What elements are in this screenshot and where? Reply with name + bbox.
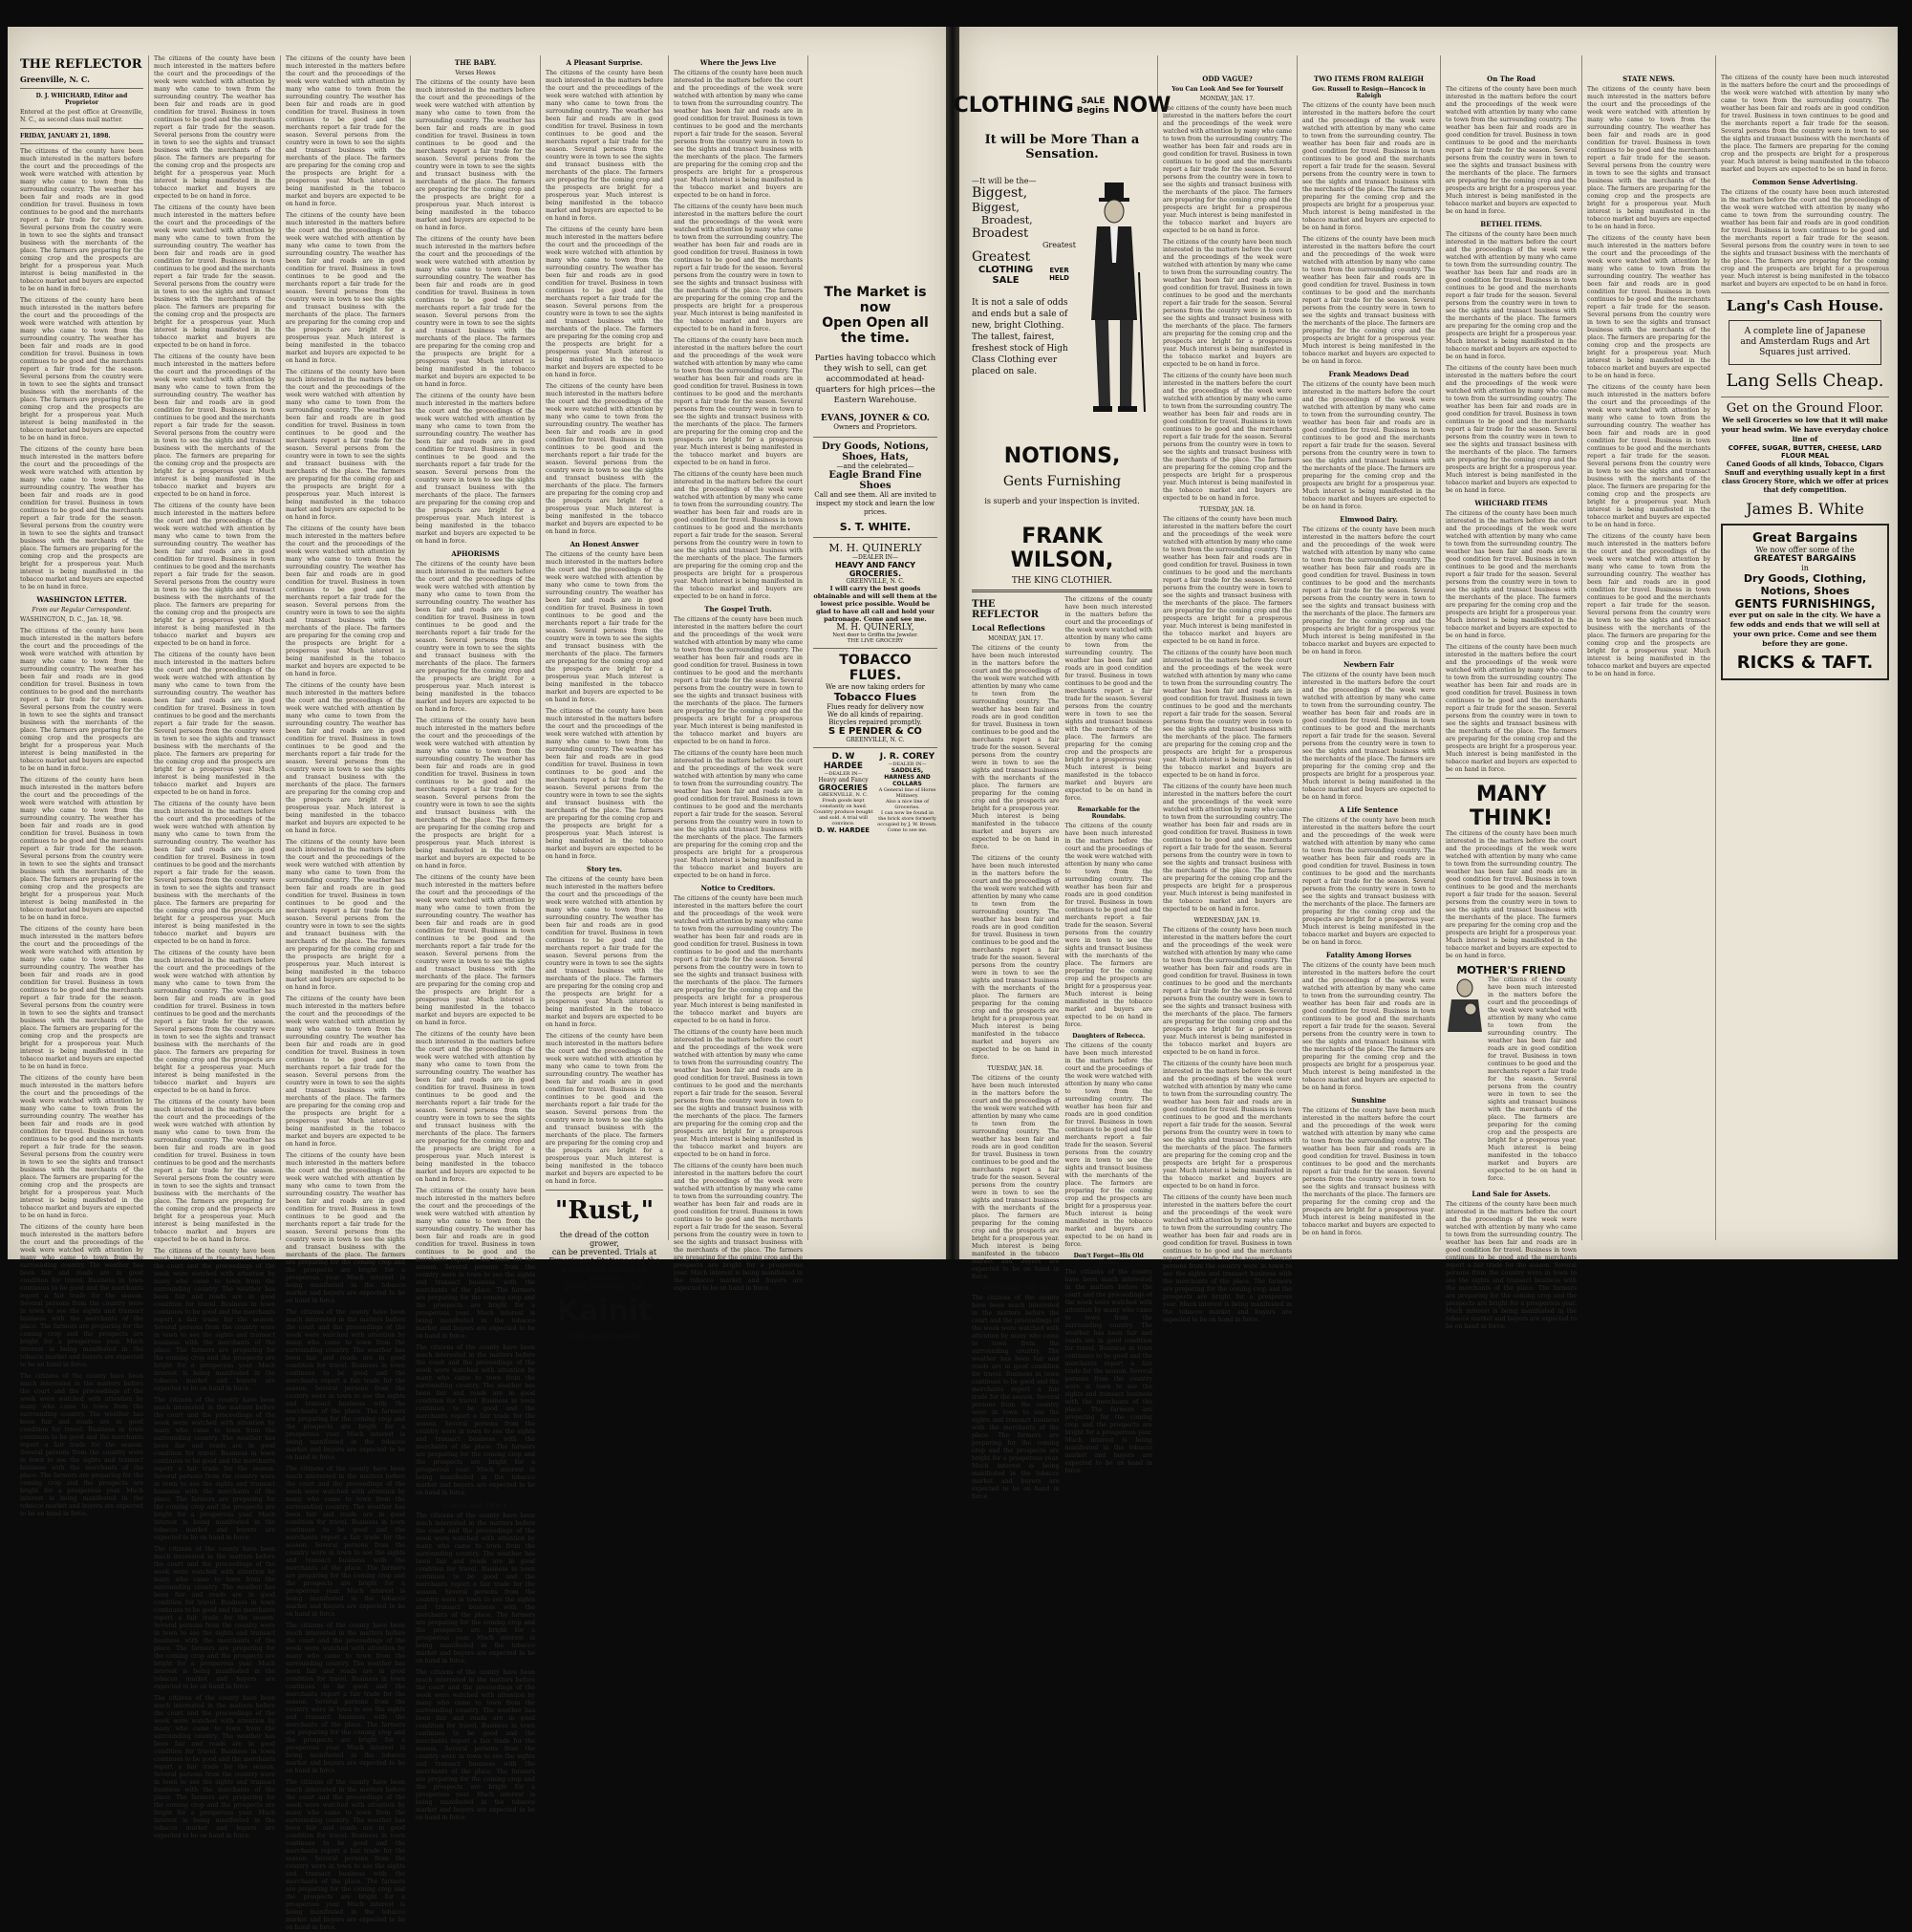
article-text: The citizens of the county have been much interested in the matters before the court and the proceedings of the week were watched with attention by many who came to town from the surrounding country. The weather has been fair and roads are in good condition for travel. Business in town continues to be good and the merchants report a fair trade for the season. Several persons from the country were in town to see the sights and transact business with the merchants of the place. The farmers are preparing for the coming crop and the prospects are bright for a prosperous year. Much interest is being manifested in the tobacco market and buyers are expected to be on hand in force. — [1446, 231, 1577, 360]
article-text: The citizens of the county have been much interested in the matters before the court and the proceedings of the week were watched with attention by many who came to town from the surrounding country. The weather has been fair and roads are in good condition for travel. Business in town continues to be good and the merchants report a fair trade for the season. Several persons from the country were in town to see the sights and transact business with the merchants of the place. The farmers are preparing for the coming crop and the prospects are bright for a prosperous year. Much interest is being manifested in the tobacco market and buyers are expected to be on hand in force. — [1446, 1201, 1577, 1330]
newbern-heading: Newbern Fair — [1343, 660, 1394, 669]
corey-line: A General line of Horse Millinery. — [878, 787, 936, 799]
article-text: The citizens of the county have been much interested in the matters before the court and the proceedings of the week were watched with attention by many who came to town from the surrounding country. The weather has been fair and roads are in good condition for travel. Business in town continues to be good and the merchants report a fair trade for the season. Several persons from the country were in town to see the sights and transact business with the merchants of the place. The farmers are preparing for the coming crop and the prospects are bright for a prosperous year. Much interest is being manifested in the tobacco market and buyers are expected to be on hand in force. — [972, 645, 1060, 850]
article-text: The citizens of the county have been much interested in the matters before the court and the proceedings of the week were watched with attention by many who came to town from the surrounding country. The weather has been fair and roads are in good condition for travel. Business in town continues to be good and the merchants report a fair trade for the season. Several persons from the country were in town to see the sights and transact business with the merchants of the place. The farmers are preparing for the coming crop and the prospects are bright for a prosperous year. Much interest is being manifested in the tobacco market and buyers are expected to be on hand in force. — [416, 1669, 535, 1821]
sale-begins-stack — [1077, 97, 1109, 116]
odd-wednesday: WEDNESDAY, JAN. 19. — [1193, 917, 1261, 924]
page-fold — [946, 27, 959, 1259]
tobacco-flues-headline: TOBACCO FLUES. — [839, 653, 912, 683]
article-text: The citizens of the county have been much interested in the matters before the court and the proceedings of the week were watched with attention by many who came to town from the surrounding country. The weather has been fair and roads are in good condition for travel. Business in town continues to be good and the merchants report a fair trade for the season. Several persons from the country were in town to see the sights and transact business with the merchants of the place. The farmers are preparing for the coming crop and the prospects are bright for a prosperous year. Much interest is being manifested in the tobacco market and buyers are expected to be on hand in force. — [674, 204, 803, 333]
article-text: The citizens of the county have been much interested in the matters before the court and the proceedings of the week were watched with attention by many who came to town from the surrounding country. The weather has been fair and roads are in good condition for travel. Business in town continues to be good and the merchants report a fair trade for the season. Several persons from the country were in town to see the sights and transact business with the merchants of the place. The farmers are preparing for the coming crop and the prospects are bright for a prosperous year. Much interest is being manifested in the tobacco market and buyers are expected to be on hand in force. — [20, 297, 143, 441]
article-text: The citizens of the county have been much interested in the matters before the court and the proceedings of the week were watched with attention by many who came to town from the surrounding country. The weather has been fair and roads are in good condition for travel. Business in town continues to be good and the merchants report a fair trade for the season. Several persons from the country were in town to see the sights and transact business with the merchants of the place. The farmers are preparing for the coming crop and the prospects are bright for a prosperous year. Much interest is being manifested in the tobacco market and buyers are expected to be on hand in force. — [1302, 817, 1435, 946]
sensation-line: It will be More Than a Sensation. — [984, 133, 1140, 161]
pender-name: S E PENDER & CO — [828, 726, 922, 737]
article-text: The citizens of the county have been much interested in the matters before the court and the proceedings of the week were watched with attention by many who came to town from the surrounding country. The weather has been fair and roads are in good condition for travel. Business in town continues to be good and the merchants report a fair trade for the season. Several persons from the country were in town to see the sights and transact business with the merchants of the place. The farmers are preparing for the coming crop and the prospects are bright for a prosperous year. Much interest is being manifested in the tobacco market and buyers are expected to be on hand in force. — [546, 551, 663, 703]
ad-rule — [1721, 292, 1889, 293]
left-column-1 — [15, 55, 149, 1517]
hardee-name: D. W HARDEE — [823, 752, 864, 771]
article-text: The citizens of the county have been much interested in the matters before the court and the proceedings of the week were watched with attention by many who came to town from the surrounding country. The weather has been fair and roads are in good condition for travel. Business in town continues to be good and the merchants report a fair trade for the season. Several persons from the country were in town to see the sights and transact business with the merchants of the place. The farmers are preparing for the coming crop and the prospects are bright for a prosperous year. Much interest is being manifested in the tobacco market and buyers are expected to be on hand in force. — [1587, 533, 1710, 677]
right-column-5 — [1582, 55, 1716, 1240]
biggest-1: Biggest, — [972, 185, 1028, 201]
article-text: The citizens of the county have been much interested in the matters before the court and the proceedings of the week were watched with attention by many who came to town from the surrounding country. The weather has been fair and roads are in good condition for travel. Business in town continues to be good and the merchants report a fair trade for the season. Several persons from the country were in town to see the sights and transact business with the merchants of the place. The farmers are preparing for the coming crop and the prospects are bright for a prosperous year. Much interest is being manifested in the tobacco market and buyers are expected to be on hand in force. — [674, 1163, 803, 1292]
section-rule — [972, 590, 1152, 592]
article-text: The citizens of the county have been much interested in the matters before the court and the proceedings of the week were watched with attention by many who came to town from the surrounding country. The weather has been fair and roads are in good condition for travel. Business in town continues to be good and the merchants report a fair trade for the season. Several persons from the country were in town to see the sights and transact business with the merchants of the place. The farmers are preparing for the coming crop and the prospects are bright for a prosperous year. Much interest is being manifested in the tobacco market and buyers are expected to be on hand in force. — [1163, 105, 1292, 234]
masthead-entry: Entered at the post office at Greenville, N. C., as second class mail matter. — [20, 109, 143, 123]
broadest-1: Broadest, — [981, 214, 1033, 226]
langs-headline: Lang's Cash House. — [1726, 297, 1884, 314]
many-think-headline: MANY THINK! — [1469, 783, 1554, 830]
article-text: The citizens of the county have been much interested in the matters before the court and the proceedings of the week were watched with attention by many who came to town from the surrounding country. The weather has been fair and roads are in good condition for travel. Business in town continues to be good and the merchants report a fair trade for the season. Several persons from the country were in town to see the sights and transact business with the merchants of the place. The farmers are preparing for the coming crop and the prospects are bright for a prosperous year. Much interest is being manifested in the tobacco market and buyers are expected to be on hand in force. — [674, 895, 803, 1024]
article-text: The citizens of the county have been much interested in the matters before the court and the proceedings of the week were watched with attention by many who came to town from the surrounding country. The weather has been fair and roads are in good condition for travel. Business in town continues to be good and the merchants report a fair trade for the season. Several persons from the country were in town to see the sights and transact business with the merchants of the place. The farmers are preparing for the coming crop and the prospects are bright for a prosperous year. Much interest is being manifested in the tobacco market and buyers are expected to be on hand in force. — [1064, 1042, 1152, 1248]
article-text: The citizens of the county have been much interested in the matters before the court and the proceedings of the week were watched with attention by many who came to town from the surrounding country. The weather has been fair and roads are in good condition for travel. Business in town continues to be good and the merchants report a fair trade for the season. Several persons from the country were in town to see the sights and transact business with the merchants of the place. The farmers are preparing for the coming crop and the prospects are bright for a prosperous year. Much interest is being manifested in the tobacco market and buyers are expected to be on hand in force. — [1446, 510, 1577, 639]
rust-line-1: the dread of the cotton grower, — [559, 1231, 650, 1248]
article-text: The citizens of the county have been much interested in the matters before the court and the proceedings of the week were watched with attention by many who came to town from the surrounding country. The weather has been fair and roads are in good condition for travel. Business in town continues to be good and the merchants report a fair trade for the season. Several persons from the country were in town to see the sights and transact business with the merchants of the place. The farmers are preparing for the coming crop and the prospects are bright for a prosperous year. Much interest is being manifested in the tobacco market and buyers are expected to be on hand in force. — [1587, 384, 1710, 528]
quinerly-next-door: Next door to Griffin the Jeweler. — [832, 633, 918, 638]
on-road-heading: On The Road — [1487, 75, 1536, 83]
mothers-friend-body — [1446, 977, 1577, 1187]
sunshine-heading: Sunshine — [1351, 1096, 1386, 1105]
quinerly-groceries: HEAVY AND FANCY GROCERIES. — [835, 561, 915, 578]
washington-letter-byline: From our Regular Correspondent. — [32, 607, 132, 613]
article-text: The citizens of the county have been much interested in the matters before the court and the proceedings of the week were watched with attention by many who came to town from the surrounding country. The weather has been fair and roads are in good condition for travel. Business in town continues to be good and the merchants report a fair trade for the season. Several persons from the country were in town to see the sights and transact business with the merchants of the place. The farmers are preparing for the coming crop and the prospects are bright for a prosperous year. Much interest is being manifested in the tobacco market and buyers are expected to be on hand in force. — [286, 1309, 405, 1461]
corey-ad — [877, 752, 937, 834]
corey-found: I can now be found in the brick store formerly occupied by J. W. Brown. Come to see me. — [877, 810, 937, 833]
article-text: The citizens of the county have been much interested in the matters before the court and the proceedings of the week were watched with attention by many who came to town from the surrounding country. The weather has been fair and roads are in good condition for travel. Business in town continues to be good and the merchants report a fair trade for the season. Several persons from the country were in town to see the sights and transact business with the merchants of the place. The farmers are preparing for the coming crop and the prospects are bright for a prosperous year. Much interest is being manifested in the tobacco market and buyers are expected to be on hand in force. — [546, 383, 663, 535]
frank-wilson: FRANK WILSON, — [1010, 525, 1114, 572]
article-text: The citizens of the county have been much interested in the matters before the court and the proceedings of the week were watched with attention by many who came to town from the surrounding country. The weather has been fair and roads are in good condition for travel. Business in town continues to be good and the merchants report a fair trade for the season. Several persons from the country were in town to see the sights and transact business with the merchants of the place. The farmers are preparing for the coming crop and the prospects are bright for a prosperous year. Much interest is being manifested in the tobacco market and buyers are expected to be on hand in force. — [20, 1075, 143, 1219]
hardee-goods: Heavy and Fancy — [818, 777, 869, 784]
dont-forget-heading: Don't Forget—His Old Home. — [1073, 1253, 1144, 1266]
corey-also: Also a nice line of Groceries. — [886, 799, 929, 810]
article-text: The citizens of the county have been much interested in the matters before the court and the proceedings of the week were watched with attention by many who came to town from the surrounding country. The weather has been fair and roads are in good condition for travel. Business in town continues to be good and the merchants report a fair trade for the season. Several persons from the country were in town to see the sights and transact business with the merchants of the place. The farmers are preparing for the coming crop and the prospects are bright for a prosperous year. Much interest is being manifested in the tobacco market and buyers are expected to be on hand in force. — [546, 226, 663, 378]
broadest-2: Broadest — [972, 226, 1029, 241]
corey-name: J. R. COREY — [879, 752, 935, 762]
article-text: The citizens of the county have been much interested in the matters before the court and the proceedings of the week were watched with attention by many who came to town from the surrounding country. The weather has been fair and roads are in good condition for travel. Business in town continues to be good and the merchants report a fair trade for the season. Several persons from the country were in town to see the sights and transact business with the merchants of the place. The farmers are preparing for the coming crop and the prospects are bright for a prosperous year. Much interest is being manifested in the tobacco market and buyers are expected to be on hand in force. — [674, 750, 803, 879]
left-column-6 — [669, 55, 808, 1292]
pleasant-surprise-heading: A Pleasant Surprise. — [566, 58, 643, 67]
article-text: The citizens of the county have been much interested in the matters before the court and the proceedings of the week were watched with attention by many who came to town from the surrounding country. The weather has been fair and roads are in good condition for travel. Business in town continues to be good and the merchants report a fair trade for the season. Several persons from the country were in town to see the sights and transact business with the merchants of the place. The farmers are preparing for the coming crop and the prospects are bright for a prosperous year. Much interest is being manifested in the tobacco market and buyers are expected to be on hand in force. — [1587, 235, 1710, 379]
canes-heading: Canes and Effect — [443, 1501, 507, 1510]
whichard-heading: WHICHARD ITEMS — [1474, 499, 1548, 507]
washington-letter-heading: WASHINGTON LETTER. — [36, 595, 127, 604]
gents-line: GENTS FURNISHINGS, — [1734, 597, 1876, 611]
article-text: The citizens of the county have been much interested in the matters before the court and the proceedings of the week were watched with attention by many who came to town from the surrounding country. The weather has been fair and roads are in good condition for travel. Business in town continues to be good and the merchants report a fair trade for the season. Several persons from the country were in town to see the sights and transact business with the merchants of the place. The farmers are preparing for the coming crop and the prospects are bright for a prosperous year. Much interest is being manifested in the tobacco market and buyers are expected to be on hand in force. — [674, 1029, 803, 1158]
odd-vague-heading: ODD VAGUE? — [1202, 75, 1253, 83]
date-rule — [20, 128, 143, 129]
land-sale-heading: Land Sale for Assets. — [1472, 1190, 1551, 1198]
ever-put-text: ever put on sale in the city. We have a few odds and ends that we will sell at your own price. Come and see them before they are gone. — [1729, 611, 1881, 648]
odd-tuesday: TUESDAY, JAN. 18. — [1199, 506, 1256, 513]
st-white-sign: S. T. WHITE. — [839, 521, 912, 533]
great-bargains-headline: Great Bargains — [1751, 531, 1858, 546]
article-text: The citizens of the county have been much interested in the matters before the court and the proceedings of the week were watched with attention by many who came to town from the surrounding country. The weather has been fair and roads are in good condition for travel. Business in town continues to be good and the merchants report a fair trade for the season. Several persons from the country were in town to see the sights and transact business with the merchants of the place. The farmers are preparing for the coming crop and the prospects are bright for a prosperous year. Much interest is being manifested in the tobacco market and buyers are expected to be on hand in force. — [674, 616, 803, 745]
mother-child-illustration — [1446, 977, 1484, 1034]
fatality-heading: Fatality Among Horses — [1325, 951, 1412, 959]
article-text: The citizens of the county have been much interested in the matters before the court and the proceedings of the week were watched with attention by many who came to town from the surrounding country. The weather has been fair and roads are in good condition for travel. Business in town continues to be good and the merchants report a fair trade for the season. Several persons from the country were in town to see the sights and transact business with the merchants of the place. The farmers are preparing for the coming crop and the prospects are bright for a prosperous year. Much interest is being manifested in the tobacco market and buyers are expected to be on hand in force. — [154, 1397, 275, 1541]
greatest-bargains: GREATEST BARGAINS — [1753, 554, 1857, 564]
article-text: The citizens of the county have been much interested in the matters before the court and the proceedings of the week were watched with attention by many who came to town from the surrounding country. The weather has been fair and roads are in good condition for travel. Business in town continues to be good and the merchants report a fair trade for the season. Several persons from the country were in town to see the sights and transact business with the merchants of the place. The farmers are preparing for the coming crop and the prospects are bright for a prosperous year. Much interest is being manifested in the tobacco market and buyers are expected to be on hand in force. — [546, 70, 663, 222]
repairing-text: We do all kinds of repairing. Bicycles repaired promptly. — [827, 711, 924, 726]
article-text: The citizens of the county have been much interested in the matters before the court and the proceedings of the week were watched with attention by many who came to town from the surrounding country. The weather has been fair and roads are in good condition for travel. Business in town continues to be good and the merchants report a fair trade for the season. Several persons from the country were in town to see the sights and transact business with the merchants of the place. The farmers are preparing for the coming crop and the prospects are bright for a prosperous year. Much interest is being manifested in the tobacco market and buyers are expected to be on hand in force. — [674, 70, 803, 199]
quinerly-name: M. H. QUINERLY — [828, 542, 922, 554]
greatest-1: Greatest — [1042, 241, 1076, 249]
article-text: The citizens of the county have been much interested in the matters before the court and the proceedings of the week were watched with attention by many who came to town from the surrounding country. The weather has been fair and roads are in good condition for travel. Business in town continues to be good and the merchants report a fair trade for the season. Several persons from the country were in town to see the sights and transact business with the merchants of the place. The farmers are preparing for the coming crop and the prospects are bright for a prosperous year. Much interest is being manifested in the tobacco market and buyers are expected to be on hand in force. — [1302, 1107, 1435, 1236]
eagle-brand: Eagle Brand Fine Shoes — [828, 470, 922, 491]
corey-dealer: —DEALER IN— — [888, 762, 927, 767]
right-newspaper-page — [953, 27, 1898, 1500]
article-text: The citizens of the county have been much interested in the matters before the court and the proceedings of the week were watched with attention by many who came to town from the surrounding country. The weather has been fair and roads are in good condition for travel. Business in town continues to be good and the merchants report a fair trade for the season. Several persons from the country were in town to see the sights and transact business with the merchants of the place. The farmers are preparing for the coming crop and the prospects are bright for a prosperous year. Much interest is being manifested in the tobacco market and buyers are expected to be on hand in force. — [286, 369, 405, 521]
greatest-2: Greatest — [972, 249, 1031, 265]
rust-line-5: prove positively that — [564, 1282, 645, 1291]
article-text: The citizens of the county have been much interested in the matters before the court and the proceedings of the week were watched with attention by many who came to town from the surrounding country. The weather has been fair and roads are in good condition for travel. Business in town continues to be good and the merchants report a fair trade for the season. Several persons from the country were in town to see the sights and transact business with the merchants of the place. The farmers are preparing for the coming crop and the prospects are bright for a prosperous year. Much interest is being manifested in the tobacco market and buyers are expected to be on hand in force. — [20, 1224, 143, 1368]
article-text: The citizens of the county have been much interested in the matters before the court and the proceedings of the week were watched with attention by many who came to town from the surrounding country. The weather has been fair and roads are in good condition for travel. Business in town continues to be good and the merchants report a fair trade for the season. Several persons from the country were in town to see the sights and transact business with the merchants of the place. The farmers are preparing for the coming crop and the prospects are bright for a prosperous year. Much interest is being manifested in the tobacco market and buyers are expected to be on hand in force. — [1721, 189, 1889, 288]
rust-line-4: experience of leading growers — [562, 1265, 647, 1282]
article-text: The citizens of the county have been much interested in the matters before the court and the proceedings of the week were watched with attention by many who came to town from the surrounding country. The weather has been fair and roads are in good condition for travel. Business in town continues to be good and the merchants report a fair trade for the season. Several persons from the country were in town to see the sights and transact business with the merchants of the place. The farmers are preparing for the coming crop and the prospects are bright for a prosperous year. Much interest is being manifested in the tobacco market and buyers are expected to be on hand in force. — [1302, 381, 1435, 510]
article-text: The citizens of the county have been much interested in the matters before the court and the proceedings of the week were watched with attention by many who came to town from the surrounding country. The weather has been fair and roads are in good condition for travel. Business in town continues to be good and the merchants report a fair trade for the season. Several persons from the country were in town to see the sights and transact business with the merchants of the place. The farmers are preparing for the coming crop and the prospects are bright for a prosperous year. Much interest is being manifested in the tobacco market and buyers are expected to be on hand in force. — [1163, 516, 1292, 645]
quinerly-dealer: —DEALER IN— — [852, 554, 898, 561]
article-text: The citizens of the county have been much interested in the matters before the court and the proceedings of the week were watched with attention by many who came to town from the surrounding country. The weather has been fair and roads are in good condition for travel. Business in town continues to be good and the merchants report a fair trade for the season. Several persons from the country were in town to see the sights and transact business with the merchants of the place. The farmers are preparing for the coming crop and the prospects are bright for a prosperous year. Much interest is being manifested in the tobacco market and buyers are expected to be on hand in force. — [416, 236, 535, 388]
article-text: The citizens of the county have been much interested in the matters before the court and the proceedings of the week were watched with attention by many who came to town from the surrounding country. The weather has been fair and roads are in good condition for travel. Business in town continues to be good and the merchants report a fair trade for the season. Several persons from the country were in town to see the sights and transact business with the merchants of the place. The farmers are preparing for the coming crop and the prospects are bright for a prosperous year. Much interest is being manifested in the tobacco market and buyers are expected to be on hand in force. — [20, 926, 143, 1070]
pender-place: GREENVILLE, N. C. — [846, 737, 905, 743]
offer-line: We now offer some of the — [1755, 546, 1855, 554]
article-text: The citizens of the county have been much interested in the matters before the court and the proceedings of the week were watched with attention by many who came to town from the surrounding country. The weather has been fair and roads are in good condition for travel. Business in town continues to be good and the merchants report a fair trade for the season. Several persons from the country were in town to see the sights and transact business with the merchants of the place. The farmers are preparing for the coming crop and the prospects are bright for a prosperous year. Much interest is being manifested in the tobacco market and buyers are expected to be on hand in force. — [1064, 1269, 1152, 1474]
article-text: The citizens of the county have been much interested in the matters before the court and the proceedings of the week were watched with attention by many who came to town from the surrounding country. The weather has been fair and roads are in good condition for travel. Business in town continues to be good and the merchants report a fair trade for the season. Several persons from the country were in town to see the sights and transact business with the merchants of the place. The farmers are preparing for the coming crop and the prospects are bright for a prosperous year. Much interest is being manifested in the tobacco market and buyers are expected to be on hand in force. — [416, 1344, 535, 1496]
hardee-text: Fresh goods kept constantly on hand. Country produce bought and sold. A trial will convince. — [813, 798, 873, 826]
article-text: The citizens of the county have been much interested in the matters before the court and the proceedings of the week were watched with attention by many who came to town from the surrounding country. The weather has been fair and roads are in good condition for travel. Business in town continues to be good and the merchants report a fair trade for the season. Several persons from the country were in town to see the sights and transact business with the merchants of the place. The farmers are preparing for the coming crop and the prospects are bright for a prosperous year. Much interest is being manifested in the tobacco market and buyers are expected to be on hand in force. — [416, 1188, 535, 1340]
article-text: The citizens of the county have been much interested in the matters before the court and the proceedings of the week were watched with attention by many who came to town from the surrounding country. The weather has been fair and roads are in good condition for travel. Business in town continues to be good and the merchants report a fair trade for the season. Several persons from the country were in town to see the sights and transact business with the merchants of the place. The farmers are preparing for the coming crop and the prospects are bright for a prosperous year. Much interest is being manifested in the tobacco market and buyers are expected to be on hand in force. — [286, 839, 405, 991]
washington-letter-dateline: WASHINGTON, D. C., Jan. 18, '98. — [20, 616, 123, 623]
rust-line-3: Experiment Stations and the — [548, 1256, 660, 1265]
canned-goods-text: Caned Goods of all kinds, Tobacco, Cigars Snuff and everything usually kept in a first class Grocery Store, which we offer at prices that defy competition. — [1721, 460, 1889, 494]
groceries-text: We sell Groceries so low that it will make your head swim. We have everyday choice line of — [1721, 416, 1889, 443]
article-text: The citizens of the county have been much interested in the matters before the court and the proceedings of the week were watched with attention by many who came to town from the surrounding country. The weather has been fair and roads are in good condition for travel. Business in town continues to be good and the merchants report a fair trade for the season. Several persons from the country were in town to see the sights and transact business with the merchants of the place. The farmers are preparing for the coming crop and the prospects are bright for a prosperous year. Much interest is being manifested in the tobacco market and buyers are expected to be on hand in force. — [416, 393, 535, 545]
article-text: The citizens of the county have been much interested in the matters before the court and the proceedings of the week were watched with attention by many who came to town from the surrounding country. The weather has been fair and roads are in good condition for travel. Business in town continues to be good and the merchants report a fair trade for the season. Several persons from the country were in town to see the sights and transact business with the merchants of the place. The farmers are preparing for the coming crop and the prospects are bright for a prosperous year. Much interest is being manifested in the tobacco market and buyers are expected to be on hand in force. — [1721, 75, 1889, 173]
article-text: The citizens of the county have been much interested in the matters before the court and the proceedings of the week were watched with attention by many who came to town from the surrounding country. The weather has been fair and roads are in good condition for travel. Business in town continues to be good and the merchants report a fair trade for the season. Several persons from the country were in town to see the sights and transact business with the merchants of the place. The farmers are preparing for the coming crop and the prospects are bright for a prosperous year. Much interest is being manifested in the tobacco market and buyers are expected to be on hand in force. — [154, 1546, 275, 1690]
rust-line-2: can be prevented. Trials at — [551, 1248, 657, 1256]
ad-rule — [813, 747, 937, 748]
article-text: The citizens of the county have been much interested in the matters before the court and the proceedings of the week were watched with attention by many who came to town from the surrounding country. The weather has been fair and roads are in good condition for travel. Business in town continues to be good and the merchants report a fair trade for the season. Several persons from the country were in town to see the sights and transact business with the merchants of the place. The farmers are preparing for the coming crop and the prospects are bright for a prosperous year. Much interest is being manifested in the tobacco market and buyers are expected to be on hand in force. — [1302, 102, 1435, 231]
article-text: The citizens of the county have been much interested in the matters before the court and the proceedings of the week were watched with attention by many who came to town from the surrounding country. The weather has been fair and roads are in good condition for travel. Business in town continues to be good and the merchants report a fair trade for the season. Several persons from the country were in town to see the sights and transact business with the merchants of the place. The farmers are preparing for the coming crop and the prospects are bright for a prosperous year. Much interest is being manifested in the tobacco market and buyers are expected to be on hand in force. — [154, 801, 275, 945]
article-text: The citizens of the county have been much interested in the matters before the court and the proceedings of the week were watched with attention by many who came to town from the surrounding country. The weather has been fair and roads are in good condition for travel. Business in town continues to be good and the merchants report a fair trade for the season. Several persons from the country were in town to see the sights and transact business with the merchants of the place. The farmers are preparing for the coming crop and the prospects are bright for a prosperous year. Much interest is being manifested in the tobacco market and buyers are expected to be on hand in force. — [154, 204, 275, 349]
bethel-heading: BETHEL ITEMS. — [1480, 220, 1542, 228]
clothing-text-stack — [972, 177, 1076, 425]
rugs-text: A complete line of Japanese and Amsterdam Rugs and Art Squares just arrived. — [1740, 327, 1870, 357]
hardee-sign: D. W. HARDEE — [816, 826, 870, 834]
article-text: The citizens of the county have been much interested in the matters before the court and the proceedings of the week were watched with attention by many who came to town from the surrounding country. The weather has been fair and roads are in good condition for travel. Business in town continues to be good and the merchants report a fair trade for the season. Several persons from the country were in town to see the sights and transact business with the merchants of the place. The farmers are preparing for the coming crop and the prospects are bright for a prosperous year. Much interest is being manifested in the tobacco market and buyers are expected to be on hand in force. — [286, 996, 405, 1148]
article-text: The citizens of the county have been much interested in the matters before the court and the proceedings of the week were watched with attention by many who came to town from the surrounding country. The weather has been fair and roads are in good condition for travel. Business in town continues to be good and the merchants report a fair trade for the season. Several persons from the country were in town to see the sights and transact business with the merchants of the place. The farmers are preparing for the coming crop and the prospects are bright for a prosperous year. Much interest is being manifested in the tobacco market and buyers are expected to be on hand in force. — [154, 503, 275, 647]
tobacco-text: Parties having tobacco which they wish to sell, can get accommodated at head-quarters for high prices—the Eastern Warehouse. — [814, 354, 936, 405]
date-rule-bottom — [20, 143, 143, 144]
dry-goods-line: Dry Goods, Clothing, Notions, Shoes — [1743, 572, 1867, 597]
ad-rule — [1446, 778, 1577, 779]
ad-rule — [546, 1190, 663, 1191]
article-text: The citizens of the county have been much interested in the matters before the court and the proceedings of the week were watched with attention by many who came to town from the surrounding country. The weather has been fair and roads are in good condition for travel. Business in town continues to be good and the merchants report a fair trade for the season. Several persons from the country were in town to see the sights and transact business with the merchants of the place. The farmers are preparing for the coming crop and the prospects are bright for a prosperous year. Much interest is being manifested in the tobacco market and buyers are expected to be on hand in force. — [416, 1031, 535, 1183]
notice-creditors-heading: Notice to Creditors. — [700, 884, 776, 892]
masthead-place: Greenville, N. C. — [20, 75, 90, 84]
mothers-friend-headline: MOTHER'S FRIEND — [1456, 964, 1566, 977]
article-text: The citizens of the county have been much interested in the matters before the court and the proceedings of the week were watched with attention by many who came to town from the surrounding country. The weather has been fair and roads are in good condition for travel. Business in town continues to be good and the merchants report a fair trade for the season. Several persons from the country were in town to see the sights and transact business with the merchants of the place. The farmers are preparing for the coming crop and the prospects are bright for a prosperous year. Much interest is being manifested in the tobacco market and buyers are expected to be on hand in force. — [154, 652, 275, 796]
clothing-sale-header — [953, 94, 1171, 118]
article-text: The citizens of the county have been much interested in the matters before the court and the proceedings of the week were watched with attention by many who came to town from the surrounding country. The weather has been fair and roads are in good condition for travel. Business in town continues to be good and the merchants report a fair trade for the season. Several persons from the country were in town to see the sights and transact business with the merchants of the place. The farmers are preparing for the coming crop and the prospects are bright for a prosperous year. Much interest is being manifested in the tobacco market and buyers are expected to be on hand in force. — [1302, 526, 1435, 655]
article-text: The citizens of the county have been much interested in the matters before the court and the proceedings of the week were watched with attention by many who came to town from the surrounding country. The weather has been fair and roads are in good condition for travel. Business in town continues to be good and the merchants report a fair trade for the season. Several persons from the country were in town to see the sights and transact business with the merchants of the place. The farmers are preparing for the coming crop and the prospects are bright for a prosperous year. Much interest is being manifested in the tobacco market and buyers are expected to be on hand in force. — [416, 874, 535, 1026]
article-text: The citizens of the county have been much interested in the matters before the court and the proceedings of the week were watched with attention by many who came to town from the surrounding country. The weather has been fair and roads are in good condition for travel. Business in town continues to be good and the merchants report a fair trade for the season. Several persons from the country were in town to see the sights and transact business with the merchants of the place. The farmers are preparing for the coming crop and the prospects are bright for a prosperous year. Much interest is being manifested in the tobacco market and buyers are expected to be on hand in force. — [154, 354, 275, 498]
article-text: The citizens of the county have been much interested in the matters before the court and the proceedings of the week were watched with attention by many who came to town from the surrounding country. The weather has been fair and roads are in good condition for travel. Business in town continues to be good and the merchants report a fair trade for the season. Several persons from the country were in town to see the sights and transact business with the merchants of the place. The farmers are preparing for the coming crop and the prospects are bright for a prosperous year. Much interest is being manifested in the tobacco market and buyers are expected to be on hand in force. — [1163, 1061, 1292, 1190]
james-white-sign: James B. White — [1746, 500, 1864, 518]
odd-monday: MONDAY, JAN. 17. — [1199, 96, 1256, 102]
article-text: The citizens of the county have been much interested in the matters before the court and the proceedings of the week were watched with attention by many who came to town from the surrounding country. The weather has been fair and roads are in good condition for travel. Business in town continues to be good and the merchants report a fair trade for the season. Several persons from the country were in town to see the sights and transact business with the merchants of the place. The farmers are preparing for the coming crop and the prospects are bright for a prosperous year. Much interest is being manifested in the tobacco market and buyers are expected to be on hand in force. — [674, 471, 803, 600]
market-line-3: the time. — [841, 331, 910, 346]
corey-goods: SADDLES, HARNESS AND COLLARS — [884, 767, 931, 787]
odd-vague-sub: You Can Look And See for Yourself — [1171, 86, 1283, 93]
ad-rule — [813, 648, 937, 649]
article-text: The citizens of the county have been much interested in the matters before the court and the proceedings of the week were watched with attention by many who came to town from the surrounding country. The weather has been fair and roads are in good condition for travel. Business in town continues to be good and the merchants report a fair trade for the season. Several persons from the country were in town to see the sights and transact business with the merchants of the place. The farmers are preparing for the coming crop and the prospects are bright for a prosperous year. Much interest is being manifested in the tobacco market and buyers are expected to be on hand in force. — [20, 446, 143, 590]
biggest-2: Biggest, — [972, 201, 1020, 214]
article-text: The citizens of the county have been much interested in the matters before the court and the proceedings of the week were watched with attention by many who came to town from the surrounding country. The weather has been fair and roads are in good condition for travel. Business in town continues to be good and the merchants report a fair trade for the season. Several persons from the country were in town to see the sights and transact business with the merchants of the place. The farmers are preparing for the coming crop and the prospects are bright for a prosperous year. Much interest is being manifested in the tobacco market and buyers are expected to be on hand in force. — [416, 1513, 535, 1664]
hardee-place: GREENVILLE, N. C. — [819, 792, 868, 798]
article-text: The citizens of the county have been much interested in the matters before the court and the proceedings of the week were watched with attention by many who came to town from the surrounding country. The weather has been fair and roads are in good condition for travel. Business in town continues to be good and the merchants report a fair trade for the season. Several persons from the country were in town to see the sights and transact business with the merchants of the place. The farmers are preparing for the coming crop and the prospects are bright for a prosperous year. Much interest is being manifested in the tobacco market and buyers are expected to be on hand in force. — [1446, 644, 1577, 773]
ricks-taft-ad — [1721, 524, 1889, 680]
article-text: The citizens of the county have been much interested in the matters before the court and the proceedings of the week were watched with attention by many who came to town from the surrounding country. The weather has been fair and roads are in good condition for travel. Business in town continues to be good and the merchants report a fair trade for the season. Several persons from the country were in town to see the sights and transact business with the merchants of the place. The farmers are preparing for the coming crop and the prospects are bright for a prosperous year. Much interest is being manifested in the tobacco market and buyers are expected to be on hand in force. — [1163, 373, 1292, 502]
article-text: The citizens of the county have been much interested in the matters before the court and the proceedings of the week were watched with attention by many who came to town from the surrounding country. The weather has been fair and roads are in good condition for travel. Business in town continues to be good and the merchants report a fair trade for the season. Several persons from the country were in town to see the sights and transact business with the merchants of the place. The farmers are preparing for the coming crop and the prospects are bright for a prosperous year. Much interest is being manifested in the tobacco market and buyers are expected to be on hand in force. — [154, 1099, 275, 1243]
frank-meadows-heading: Frank Meadows Dead — [1328, 370, 1409, 378]
article-text: The citizens of the county have been much interested in the matters before the court and the proceedings of the week were watched with attention by many who came to town from the surrounding country. The weather has been fair and roads are in good condition for travel. Business in town continues to be good and the merchants report a fair trade for the season. Several persons from the country were in town to see the sights and transact business with the merchants of the place. The farmers are preparing for the coming crop and the prospects are bright for a prosperous year. Much interest is being manifested in the tobacco market and buyers are expected to be on hand in force. — [1163, 784, 1292, 912]
article-text: The citizens of the county have been much interested in the matters before the court and the proceedings of the week were watched with attention by many who came to town from the surrounding country. The weather has been fair and roads are in good condition for travel. Business in town continues to be good and the merchants report a fair trade for the season. Several persons from the country were in town to see the sights and transact business with the merchants of the place. The farmers are preparing for the coming crop and the prospects are bright for a prosperous year. Much interest is being manifested in the tobacco market and buyers are expected to be on hand in force. — [154, 55, 275, 200]
article-text: The citizens of the county have been much interested in the matters before the court and the proceedings of the week were watched with attention by many who came to town from the surrounding country. The weather has been fair and roads are in good condition for travel. Business in town continues to be good and the merchants report a fair trade for the season. Several persons from the country were in town to see the sights and transact business with the merchants of the place. The farmers are preparing for the coming crop and the prospects are bright for a prosperous year. Much interest is being manifested in the tobacco market and buyers are expected to be on hand in force. — [154, 1248, 275, 1392]
two-items-heading: TWO ITEMS FROM RALEIGH — [1313, 75, 1425, 83]
article-text: The citizens of the county have been much interested in the matters before the court and the proceedings of the week were watched with attention by many who came to town from the surrounding country. The weather has been fair and roads are in good condition for travel. Business in town continues to be good and the merchants report a fair trade for the season. Several persons from the country were in town to see the sights and transact business with the merchants of the place. The farmers are preparing for the coming crop and the prospects are bright for a prosperous year. Much interest is being manifested in the tobacco market and buyers are expected to be on hand in force. — [972, 855, 1060, 1061]
clothing-body-row — [972, 177, 1152, 425]
masthead-editor: D. J. WHICHARD, Editor and Proprietor — [35, 93, 128, 106]
article-text: The citizens of the county have been much interested in the matters before the court and the proceedings of the week were watched with attention by many who came to town from the surrounding country. The weather has been fair and roads are in good condition for travel. Business in town continues to be good and the merchants report a fair trade for the season. Several persons from the country were in town to see the sights and transact business with the merchants of the place. The farmers are preparing for the coming crop and the prospects are bright for a prosperous year. Much interest is being manifested in the tobacco market and buyers are expected to be on hand in force. — [416, 79, 535, 231]
local-monday: MONDAY, JAN. 17. — [988, 635, 1043, 642]
quinerly-place: GREENVILLE, N. C. — [846, 578, 905, 585]
right-column-3 — [1298, 55, 1441, 1240]
article-text: The citizens of the county have been much interested in the matters before the court and the proceedings of the week were watched with attention by many who came to town from the surrounding country. The weather has been fair and roads are in good condition for travel. Business in town continues to be good and the merchants report a fair trade for the season. Several persons from the country were in town to see the sights and transact business with the merchants of the place. The farmers are preparing for the coming crop and the prospects are bright for a prosperous year. Much interest is being manifested in the tobacco market and buyers are expected to be on hand in force. — [674, 337, 803, 466]
ricks-taft-sign: RICKS & TAFT. — [1736, 653, 1874, 673]
local-subtitle: Local Reflections — [972, 623, 1045, 633]
story-heading: Story tes. — [586, 865, 623, 873]
daughters-heading: Daughters of Rebecca. — [1072, 1033, 1146, 1040]
and-celebrated: —and the celebrated— — [836, 462, 914, 470]
state-news-heading: STATE NEWS. — [1622, 75, 1675, 83]
article-text: The citizens of the county have been much interested in the matters before the court and the proceedings of the week were watched with attention by many who came to town from the surrounding country. The weather has been fair and roads are in good condition for travel. Business in town continues to be good and the merchants report a fair trade for the season. Several persons from the country were in town to see the sights and transact business with the merchants of the place. The farmers are preparing for the coming crop and the prospects are bright for a prosperous year. Much interest is being manifested in the tobacco market and buyers are expected to be on hand in force. — [1163, 650, 1292, 779]
flues-ready: Flues ready for delivery now — [827, 703, 924, 711]
elmwood-heading: Elmwood Dairy. — [1340, 515, 1398, 524]
local-tuesday: TUESDAY, JAN. 18. — [987, 1065, 1043, 1072]
evans-joyner: EVANS, JOYNER & CO. — [821, 414, 930, 423]
masthead-title: THE REFLECTOR — [20, 57, 142, 72]
article-text: The citizens of the county have been much interested in the matters before the court and the proceedings of the week were watched with attention by many who came to town from the surrounding country. The weather has been fair and roads are in good condition for travel. Business in town continues to be good and the merchants report a fair trade for the season. Several persons from the country were in town to see the sights and transact business with the merchants of the place. The farmers are preparing for the coming crop and the prospects are bright for a prosperous year. Much interest is being manifested in the tobacco market and buyers are expected to be on hand in force. — [546, 1033, 663, 1185]
gents-furnishing: Gents Furnishing — [1002, 474, 1122, 489]
article-text: The citizens of the county have been much interested in the matters before the court and the proceedings of the week were watched with attention by many who came to town from the surrounding country. The weather has been fair and roads are in good condition for travel. Business in town continues to be good and the merchants report a fair trade for the season. Several persons from the country were in town to see the sights and transact business with the merchants of the place. The farmers are preparing for the coming crop and the prospects are bright for a prosperous year. Much interest is being manifested in the tobacco market and buyers are expected to be on hand in force. — [154, 950, 275, 1094]
left-newspaper-page — [8, 27, 946, 1931]
lang-sells-cheap: Lang Sells Cheap. — [1726, 371, 1884, 391]
in-word: in — [1801, 564, 1809, 572]
left-column-2 — [149, 55, 281, 1839]
ground-floor-headline: Get on the Ground Floor. — [1726, 401, 1884, 416]
common-sense-heading: Common Sense Advertising. — [1751, 178, 1858, 186]
article-text: The citizens of the county have been much interested in the matters before the court and the proceedings of the week were watched with attention by many who came to town from the surrounding country. The weather has been fair and roads are in good condition for travel. Business in town continues to be good and the merchants report a fair trade for the season. Several persons from the country were in town to see the sights and transact business with the merchants of the place. The farmers are preparing for the coming crop and the prospects are bright for a prosperous year. Much interest is being manifested in the tobacco market and buyers are expected to be on hand in force. — [1302, 962, 1435, 1091]
article-text: The citizens of the county have been much interested in the matters before the court and the proceedings of the week were watched with attention by many who came to town from the surrounding country. The weather has been fair and roads are in good condition for travel. Business in town continues to be good and the merchants report a fair trade for the season. Several persons from the country were in town to see the sights and transact business with the merchants of the place. The farmers are preparing for the coming crop and the prospects are bright for a prosperous year. Much interest is being manifested in the tobacco market and buyers are expected to be on hand in force. — [286, 1779, 405, 1931]
right-column-1-clothing — [953, 55, 1171, 1500]
flues-headline: Tobacco Flues — [833, 691, 917, 703]
left-column-3 — [281, 55, 411, 1931]
right-column-6-ads — [1716, 55, 1894, 1240]
article-text: The citizens of the county have been much interested in the matters before the court and the proceedings of the week were watched with attention by many who came to town from the surrounding country. The weather has been fair and roads are in good condition for travel. Business in town continues to be good and the merchants report a fair trade for the season. Several persons from the country were in town to see the sights and transact business with the merchants of the place. The farmers are preparing for the coming crop and the prospects are bright for a prosperous year. Much interest is being manifested in the tobacco market and buyers are expected to be on hand in force. — [1302, 236, 1435, 365]
left-column-7-ads — [808, 55, 942, 1240]
quinerly-text: I will carry the best goods obtainable and will sell them at the lowest price possible. Would be glad to have all call and hold your patronage. Come and see me. — [813, 585, 937, 623]
hardee-ad — [813, 752, 873, 834]
rugs-box — [1729, 320, 1881, 365]
article-text: The citizens of the county have been much interested in the matters before the court and the proceedings of the week were watched with attention by many who came to town from the surrounding country. The weather has been fair and roads are in good condition for travel. Business in town continues to be good and the merchants report a fair trade for the season. Several persons from the country were in town to see the sights and transact business with the merchants of the place. The farmers are preparing for the coming crop and the prospects are bright for a prosperous year. Much interest is being manifested in the tobacco market and buyers are expected to be on hand in force. — [1446, 830, 1577, 959]
article-text: The citizens of the county have been much interested in the matters before the court and the proceedings of the week were watched with attention by many who came to town from the surrounding country. The weather has been fair and roads are in good condition for travel. Business in town continues to be good and the merchants report a fair trade for the season. Several persons from the country were in town to see the sights and transact business with the merchants of the place. The farmers are preparing for the coming crop and the prospects are bright for a prosperous year. Much interest is being manifested in the tobacco market and buyers are expected to be on hand in force. — [286, 1622, 405, 1774]
remarkable-heading: Remarkable for the Roundabs. — [1077, 806, 1140, 820]
quinerly-sign: M. H. QUINERLY, — [836, 623, 914, 633]
article-text: The citizens of the county have been much interested in the matters before the court and the proceedings of the week were watched with attention by many who came to town from the surrounding country. The weather has been fair and roads are in good condition for travel. Business in town continues to be good and the merchants report a fair trade for the season. Several persons from the country were in town to see the sights and transact business with the merchants of the place. The farmers are preparing for the coming crop and the prospects are bright for a prosperous year. Much interest is being manifested in the tobacco market and buyers are expected to be on hand in force. — [1163, 239, 1292, 368]
local-title: THE REFLECTOR — [972, 599, 1040, 620]
article-text: The citizens of the county have been much interested in the matters before the court and the proceedings of the week were watched with attention by many who came to town from the surrounding country. The weather has been fair and roads are in good condition for travel. Business in town continues to be good and the merchants report a fair trade for the season. Several persons from the country were in town to see the sights and transact business with the merchants of the place. The farmers are preparing for the coming crop and the prospects are bright for a prosperous year. Much interest is being manifested in the tobacco market and buyers are expected to be on hand in force. — [1587, 86, 1710, 230]
clothing-word: CLOTHING — [953, 94, 1074, 118]
market-line-2: Open Open all — [822, 315, 929, 331]
honest-answer-heading: An Honest Answer — [569, 540, 639, 548]
aphorisms-heading: APHORISMS — [451, 549, 500, 558]
ad-rule — [813, 437, 937, 438]
left-column-4 — [411, 55, 541, 1821]
article-text: The citizens of the county have been much interested in the matters before the court and the proceedings of the week were watched with attention by many who came to town from the surrounding country. The weather has been fair and roads are in good condition for travel. Business in town continues to be good and the merchants report a fair trade for the season. Several persons from the country were in town to see the sights and transact business with the merchants of the place. The farmers are preparing for the coming crop and the prospects are bright for a prosperous year. Much interest is being manifested in the tobacco market and buyers are expected to be on hand in force. — [1446, 365, 1577, 494]
baby-heading: THE BABY. — [454, 58, 497, 67]
article-text: The citizens of the county have been much interested in the matters before the court and the proceedings of the week were watched with attention by many who came to town from the surrounding country. The weather has been fair and roads are in good condition for travel. Business in town continues to be good and the merchants report a fair trade for the season. Several persons from the country were in town to see the sights and transact business with the merchants of the place. The farmers are preparing for the coming crop and the prospects are bright for a prosperous year. Much interest is being manifested in the tobacco market and buyers are expected to be on hand in force. — [20, 148, 143, 292]
kainit-sub: is the only remedy. — [568, 1332, 641, 1341]
baby-byline: Verses Hewes — [455, 70, 496, 76]
article-text: The citizens of the county have been much interested in the matters before the court and the proceedings of the week were watched with attention by many who came to town from the surrounding country. The weather has been fair and roads are in good condition for travel. Business in town continues to be good and the merchants report a fair trade for the season. Several persons from the country were in town to see the sights and transact business with the merchants of the place. The farmers are preparing for the coming crop and the prospects are bright for a prosperous year. Much interest is being manifested in the tobacco market and buyers are expected to be on hand in force. — [1163, 1194, 1292, 1323]
ad-rule — [813, 537, 937, 538]
article-text: The citizens of the county have been much interested in the matters before the court and the proceedings of the week were watched with attention by many who came to town from the surrounding country. The weather has been fair and roads are in good condition for travel. Business in town continues to be good and the merchants report a fair trade for the season. Several persons from the country were in town to see the sights and transact business with the merchants of the place. The farmers are preparing for the coming crop and the prospects are bright for a prosperous year. Much interest is being manifested in the tobacco market and buyers are expected to be on hand in force. — [416, 718, 535, 869]
article-text: The citizens of the county have been much interested in the matters before the court and the proceedings of the week were watched with attention by many who came to town from the surrounding country. The weather has been fair and roads are in good condition for travel. Business in town continues to be good and the merchants report a fair trade for the season. Several persons from the country were in town to see the sights and transact business with the merchants of the place. The farmers are preparing for the coming crop and the prospects are bright for a prosperous year. Much interest is being manifested in the tobacco market and buyers are expected to be on hand in force. — [286, 1152, 405, 1304]
article-text: The citizens of the county have been much interested in the matters before the court and the proceedings of the week were watched with attention by many who came to town from the surrounding country. The weather has been fair and roads are in good condition for travel. Business in town continues to be good and the merchants report a fair trade for the season. Several persons from the country were in town to see the sights and transact business with the merchants of the place. The farmers are preparing for the coming crop and the prospects are bright for a prosperous year. Much interest is being manifested in the tobacco market and buyers are expected to be on hand in force. — [286, 526, 405, 677]
clothing-body: It is not a sale of odds and ends but a sale of new, bright Clothing. The tallest, fairest, freshest stock of High Class Clothing ever placed on sale. — [972, 298, 1068, 376]
hardee-corey-row — [813, 752, 937, 834]
article-text: The citizens of the county have been much interested in the matters before the court and the proceedings of the week were watched with attention by many who came to town from the surrounding country. The weather has been fair and roads are in good condition for travel. Business in town continues to be good and the merchants report a fair trade for the season. Several persons from the country were in town to see the sights and transact business with the merchants of the place. The farmers are preparing for the coming crop and the prospects are bright for a prosperous year. Much interest is being manifested in the tobacco market and buyers are expected to be on hand in force. — [154, 1695, 275, 1839]
article-text: The citizens of the county have been much interested in the matters before the court and the proceedings of the week were watched with attention by many who came to town from the surrounding country. The weather has been fair and roads are in good condition for travel. Business in town continues to be good and the merchants report a fair trade for the season. Several persons from the country were in town to see the sights and transact business with the merchants of the place. The farmers are preparing for the coming crop and the prospects are bright for a prosperous year. Much interest is being manifested in the tobacco market and buyers are expected to be on hand in force. — [1446, 86, 1577, 215]
notions-headline: NOTIONS, — [1003, 444, 1121, 468]
clothing-sale-line — [972, 265, 1076, 286]
article-text: The citizens of the county have been much interested in the matters before the court and the proceedings of the week were watched with attention by many who came to town from the surrounding country. The weather has been fair and roads are in good condition for travel. Business in town continues to be good and the merchants report a fair trade for the season. Several persons from the country were in town to see the sights and transact business with the merchants of the place. The farmers are preparing for the coming crop and the prospects are bright for a prosperous year. Much interest is being manifested in the tobacco market and buyers are expected to be on hand in force. — [416, 561, 535, 713]
kainit-headline: Kainit — [556, 1295, 653, 1328]
article-text: The citizens of the county have been much interested in the matters before the court and the proceedings of the week were watched with attention by many who came to town from the surrounding country. The weather has been fair and roads are in good condition for travel. Business in town continues to be good and the merchants report a fair trade for the season. Several persons from the country were in town to see the sights and transact business with the merchants of the place. The farmers are preparing for the coming crop and the prospects are bright for a prosperous year. Much interest is being manifested in the tobacco market and buyers are expected to be on hand in force. — [972, 1075, 1060, 1280]
article-text: The citizens of the county have been much interested in the matters before the court and the proceedings of the week were watched with attention by many who came to town from the surrounding country. The weather has been fair and roads are in good condition for travel. Business in town continues to be good and the merchants report a fair trade for the season. Several persons from the country were in town to see the sights and transact business with the merchants of the place. The farmers are preparing for the coming crop and the prospects are bright for a prosperous year. Much interest is being manifested in the tobacco market and buyers are expected to be on hand in force. — [1163, 927, 1292, 1056]
article-text: The citizens of the county have been much interested in the matters before the court and the proceedings of the week were watched with attention by many who came to town from the surrounding country. The weather has been fair and roads are in good condition for travel. Business in town continues to be good and the merchants report a fair trade for the season. Several persons from the country were in town to see the sights and transact business with the merchants of the place. The farmers are preparing for the coming crop and the prospects are bright for a prosperous year. Much interest is being manifested in the tobacco market and buyers are expected to be on hand in force. — [1064, 823, 1152, 1028]
article-text: The citizens of the county have been much interested in the matters before the court and the proceedings of the week were watched with attention by many who came to town from the surrounding country. The weather has been fair and roads are in good condition for travel. Business in town continues to be good and the merchants report a fair trade for the season. Several persons from the country were in town to see the sights and transact business with the merchants of the place. The farmers are preparing for the coming crop and the prospects are bright for a prosperous year. Much interest is being manifested in the tobacco market and buyers are expected to be on hand in force. — [546, 708, 663, 860]
gospel-truth-heading: The Gospel Truth. — [704, 605, 772, 613]
article-text: The citizens of the county have been much interested in the matters before the court and the proceedings of the week were watched with attention by many who came to town from the surrounding country. The weather has been fair and roads are in good condition for travel. Business in town continues to be good and the merchants report a fair trade for the season. Several persons from the country were in town to see the sights and transact business with the merchants of the place. The farmers are preparing for the coming crop and the prospects are bright for a prosperous year. Much interest is being manifested in the tobacco market and buyers are expected to be on hand in force. — [1302, 672, 1435, 801]
ever-held-text: EVER HELD — [1049, 267, 1069, 282]
local-reflections-col-b — [1065, 596, 1153, 1505]
hardee-dealer: —DEALER IN— — [824, 771, 863, 777]
now-word: NOW — [1112, 94, 1171, 118]
article-text: The citizens of the county have been much interested in the matters before the court and the proceedings of the week were watched with attention by many who came to town from the surrounding country. The weather has been fair and roads are in good condition for travel. Business in town continues to be good and the merchants report a fair trade for the season. Several persons from the country were in town to see the sights and transact business with the merchants of the place. The farmers are preparing for the coming crop and the prospects are bright for a prosperous year. Much interest is being manifested in the tobacco market and buyers are expected to be on hand in force. — [20, 628, 143, 772]
gentleman-illustration — [1076, 177, 1152, 425]
article-text: The citizens of the county have been much interested in the matters before the court and the proceedings of the week were watched with attention by many who came to town from the surrounding country. The weather has been fair and roads are in good condition for travel. Business in town continues to be good and the merchants report a fair trade for the season. Several persons from the country were in town to see the sights and transact business with the merchants of the place. The farmers are preparing for the coming crop and the prospects are bright for a prosperous year. Much interest is being manifested in the tobacco market and buyers are expected to be on hand in force. — [972, 1295, 1060, 1500]
local-wednesday: WEDNESDAY, JAN. 19. — [981, 1285, 1049, 1292]
left-column-5 — [541, 55, 669, 1341]
sale-word: SALE — [1081, 96, 1106, 106]
life-sentence-heading: A Life Sentence — [1339, 805, 1399, 814]
jews-live-heading: Where the Jews Live — [699, 58, 777, 67]
it-will-be: —It will be the— — [972, 177, 1037, 185]
right-column-4 — [1441, 55, 1582, 1330]
article-text: The citizens of the county have been much interested in the matters before the court and the proceedings of the week were watched with attention by many who came to town from the surrounding country. The weather has been fair and roads are in good condition for travel. Business in town continues to be good and the merchants report a fair trade for the season. Several persons from the country were in town to see the sights and transact business with the merchants of the place. The farmers are preparing for the coming crop and the prospects are bright for a prosperous year. Much interest is being manifested in the tobacco market and buyers are expected to be on hand in force. — [286, 212, 405, 364]
taking-orders: We are now taking orders for — [826, 683, 925, 691]
article-text: The citizens of the county have been much interested in the matters before the court and the proceedings of the week were watched with attention by many who came to town from the surrounding country. The weather has been fair and roads are in good condition for travel. Business in town continues to be good and the merchants report a fair trade for the season. Several persons from the country were in town to see the sights and transact business with the merchants of the place. The farmers are preparing for the coming crop and the prospects are bright for a prosperous year. Much interest is being manifested in the tobacco market and buyers are expected to be on hand in force. — [1488, 977, 1577, 1182]
clothing-sale-text: CLOTHING SALE — [977, 265, 1034, 286]
article-text: The citizens of the county have been much interested in the matters before the court and the proceedings of the week were watched with attention by many who came to town from the surrounding country. The weather has been fair and roads are in good condition for travel. Business in town continues to be good and the merchants report a fair trade for the season. Several persons from the country were in town to see the sights and transact business with the merchants of the place. The farmers are preparing for the coming crop and the prospects are bright for a prosperous year. Much interest is being manifested in the tobacco market and buyers are expected to be on hand in force. — [286, 55, 405, 207]
local-reflections-col-a — [972, 596, 1060, 1505]
right-column-2 — [1158, 55, 1298, 1323]
superb-line: is superb and your inspection is invited. — [984, 497, 1140, 505]
hardee-groceries: GROCERIES — [818, 784, 869, 792]
begins-word: Begins — [1076, 105, 1110, 116]
king-clothier: THE KING CLOTHIER. — [1011, 576, 1113, 586]
two-items-sub: Gov. Russell to Resign—Hancock in Raleigh — [1312, 86, 1426, 99]
live-grocery: THE LIVE GROCERY — [847, 638, 904, 644]
article-text: The citizens of the county have been much interested in the matters before the court and the proceedings of the week were watched with attention by many who came to town from the surrounding country. The weather has been fair and roads are in good condition for travel. Business in town continues to be good and the merchants report a fair trade for the season. Several persons from the country were in town to see the sights and transact business with the merchants of the place. The farmers are preparing for the coming crop and the prospects are bright for a prosperous year. Much interest is being manifested in the tobacco market and buyers are expected to be on hand in force. — [286, 682, 405, 834]
masthead-rule — [20, 88, 143, 89]
article-text: The citizens of the county have been much interested in the matters before the court and the proceedings of the week were watched with attention by many who came to town from the surrounding country. The weather has been fair and roads are in good condition for travel. Business in town continues to be good and the merchants report a fair trade for the season. Several persons from the country were in town to see the sights and transact business with the merchants of the place. The farmers are preparing for the coming crop and the prospects are bright for a prosperous year. Much interest is being manifested in the tobacco market and buyers are expected to be on hand in force. — [1064, 596, 1152, 802]
masthead-date: FRIDAY, JANUARY 21, 1898. — [20, 133, 111, 140]
local-reflections-row — [972, 596, 1152, 1505]
staples-line: COFFEE, SUGAR, BUTTER, CHEESE, LARD FLOUR MEAL — [1728, 444, 1882, 460]
market-line-1: The Market is now — [824, 285, 927, 315]
article-text: The citizens of the county have been much interested in the matters before the court and the proceedings of the week were watched with attention by many who came to town from the surrounding country. The weather has been fair and roads are in good condition for travel. Business in town continues to be good and the merchants report a fair trade for the season. Several persons from the country were in town to see the sights and transact business with the merchants of the place. The farmers are preparing for the coming crop and the prospects are bright for a prosperous year. Much interest is being manifested in the tobacco market and buyers are expected to be on hand in force. — [286, 1466, 405, 1618]
call-text: Call and see them. All are invited to inspect my stock and learn the low prices. — [814, 491, 936, 516]
article-text: The citizens of the county have been much interested in the matters before the court and the proceedings of the week were watched with attention by many who came to town from the surrounding country. The weather has been fair and roads are in good condition for travel. Business in town continues to be good and the merchants report a fair trade for the season. Several persons from the country were in town to see the sights and transact business with the merchants of the place. The farmers are preparing for the coming crop and the prospects are bright for a prosperous year. Much interest is being manifested in the tobacco market and buyers are expected to be on hand in force. — [20, 1373, 143, 1517]
evans-owners: Owners and Proprietors. — [833, 423, 917, 431]
rust-headline: "Rust," — [554, 1196, 655, 1225]
article-text: The citizens of the county have been much interested in the matters before the court and the proceedings of the week were watched with attention by many who came to town from the surrounding country. The weather has been fair and roads are in good condition for travel. Business in town continues to be good and the merchants report a fair trade for the season. Several persons from the country were in town to see the sights and transact business with the merchants of the place. The farmers are preparing for the coming crop and the prospects are bright for a prosperous year. Much interest is being manifested in the tobacco market and buyers are expected to be on hand in force. — [20, 777, 143, 921]
article-text: The citizens of the county have been much interested in the matters before the court and the proceedings of the week were watched with attention by many who came to town from the surrounding country. The weather has been fair and roads are in good condition for travel. Business in town continues to be good and the merchants report a fair trade for the season. Several persons from the country were in town to see the sights and transact business with the merchants of the place. The farmers are preparing for the coming crop and the prospects are bright for a prosperous year. Much interest is being manifested in the tobacco market and buyers are expected to be on hand in force. — [546, 876, 663, 1028]
dry-goods-headline: Dry Goods, Notions, Shoes, Hats, — [822, 441, 929, 462]
